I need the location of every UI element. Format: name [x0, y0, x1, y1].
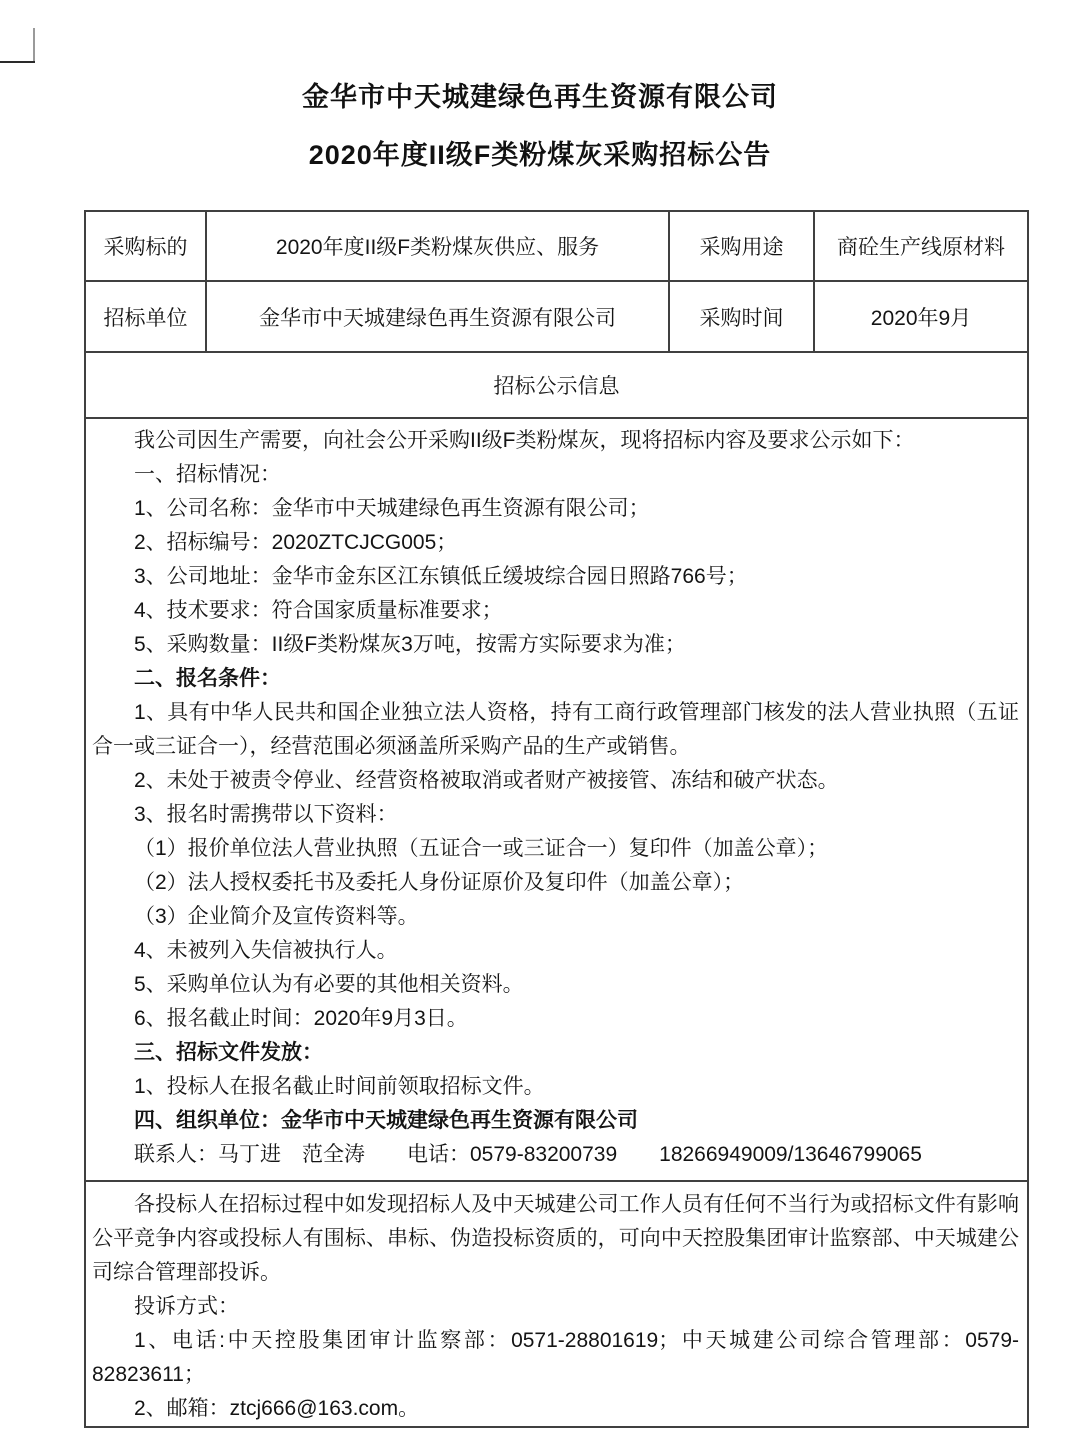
- table-row: [85, 211, 1028, 281]
- page-corner-crop-mark-vertical: [33, 28, 35, 62]
- announcement-paragraph: 3、报名时需携带以下资料：: [134, 803, 398, 826]
- table-row: [85, 281, 1028, 352]
- announcement-section-heading: 三、招标文件发放：: [134, 1041, 323, 1064]
- contact-line: 联系人：马丁进 范全涛 电话：0579-83200739 18266949009/13646799065: [134, 1143, 922, 1166]
- announcement-paragraph: 4、未被列入失信被执行人。: [134, 939, 398, 962]
- announcement-paragraph: 我公司因生产需要，向社会公开采购II级F类粉煤灰，现将招标内容及要求公示如下：: [134, 429, 915, 452]
- document-title-announcement: 2020年度II级F类粉煤灰采购招标公告: [308, 140, 772, 170]
- procurement-time-label: 采购时间: [669, 281, 814, 352]
- complaint-paragraph: 投诉方式：: [134, 1295, 239, 1318]
- announcement-paragraph: （2）法人授权委托书及委托人身份证原价及复印件（加盖公章）；: [134, 871, 745, 894]
- announcement-paragraph: （1）报价单位法人营业执照（五证合一或三证合一）复印件（加盖公章）；: [134, 837, 829, 860]
- complaint-phone-line: 1、电话:中天控股集团审计监察部：0571-28801619；中天城建公司综合管理部：0579-82823611；: [92, 1329, 1019, 1386]
- complaint-section-cell: [85, 1181, 1028, 1427]
- page-corner-crop-mark-horizontal: [0, 61, 35, 63]
- procurement-subject-label: 采购标的: [85, 211, 206, 281]
- announcement-paragraph: 5、采购单位认为有必要的其他相关资料。: [134, 973, 524, 996]
- announcement-paragraph: 2、招标编号：2020ZTCJCG005；: [134, 531, 458, 554]
- procurement-purpose-value: 商砼生产线原材料: [814, 211, 1028, 281]
- announcement-paragraph: 1、具有中华人民共和国企业独立法人资格，持有工商行政管理部门核发的法人营业执照（五证合一或三证合一），经营范围必须涵盖所采购产品的生产或销售。: [92, 701, 1019, 758]
- procurement-purpose-label: 采购用途: [669, 211, 814, 281]
- tendering-unit-value: 金华市中天城建绿色再生资源有限公司: [206, 281, 669, 352]
- table-row: [85, 418, 1028, 1181]
- document-title-company: 金华市中天城建绿色再生资源有限公司: [302, 82, 778, 112]
- announcement-section-heading: 二、报名条件：: [134, 667, 281, 690]
- table-row: [85, 352, 1028, 418]
- announcement-paragraph: 3、公司地址：金华市金东区江东镇低丘缓坡综合园日照路766号；: [134, 565, 748, 588]
- announcement-paragraph: 1、投标人在报名截止时间前领取招标文件。: [134, 1075, 545, 1098]
- announcement-body-cell: [85, 418, 1028, 1181]
- announcement-paragraph: 2、未处于被责令停业、经营资格被取消或者财产被接管、冻结和破产状态。: [134, 769, 839, 792]
- table-row: [85, 1181, 1028, 1427]
- announcement-paragraph: 一、招标情况：: [134, 463, 281, 486]
- tender-info-table: [84, 210, 1029, 1428]
- announcement-section-heading: 四、组织单位：金华市中天城建绿色再生资源有限公司: [134, 1109, 638, 1132]
- procurement-subject-value: 2020年度II级F类粉煤灰供应、服务: [206, 211, 669, 281]
- document-header: [0, 82, 1080, 170]
- tendering-unit-label: 招标单位: [85, 281, 206, 352]
- complaint-paragraph: 各投标人在招标过程中如发现招标人及中天城建公司工作人员有任何不当行为或招标文件有影响公平竞争内容或投标人有围标、串标、伪造投标资质的，可向中天控股集团审计监察部、中天城建公司综合管理部投诉。: [92, 1193, 1019, 1284]
- announcement-paragraph: 1、公司名称：金华市中天城建绿色再生资源有限公司；: [134, 497, 650, 520]
- procurement-time-value: 2020年9月: [814, 281, 1028, 352]
- complaint-email-line: 2、邮箱：ztcj666@163.com。: [134, 1397, 420, 1420]
- announcement-paragraph: 4、技术要求：符合国家质量标准要求；: [134, 599, 503, 622]
- section-header-tender-public-info: 招标公示信息: [85, 352, 1028, 418]
- announcement-paragraph: 6、报名截止时间：2020年9月3日。: [134, 1007, 468, 1030]
- announcement-paragraph: （3）企业简介及宣传资料等。: [134, 905, 419, 928]
- announcement-paragraph: 5、采购数量：II级F类粉煤灰3万吨，按需方实际要求为准；: [134, 633, 686, 656]
